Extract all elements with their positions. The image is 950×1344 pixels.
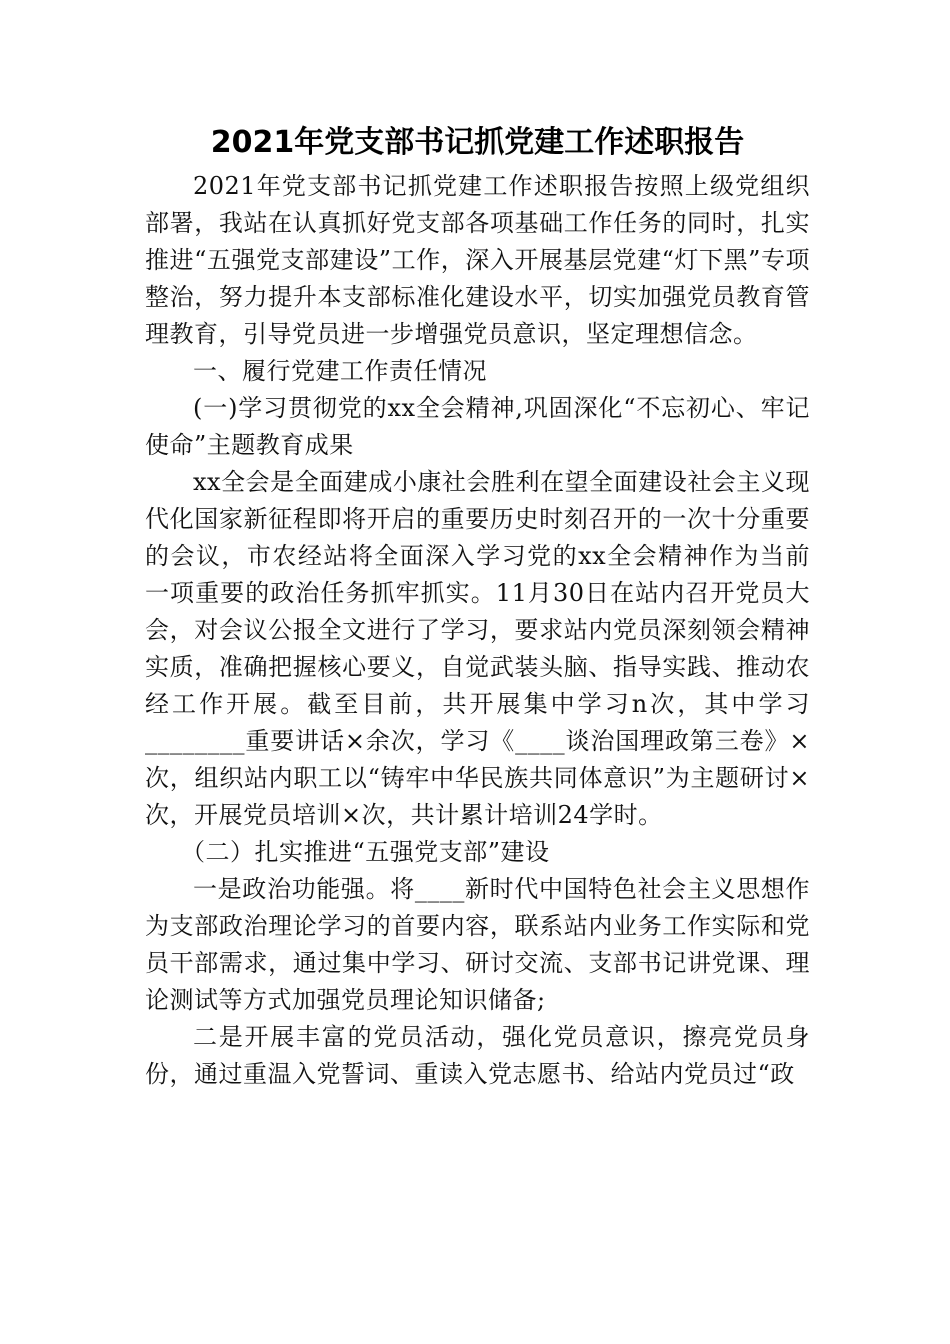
subsection-heading-2: （二）扎实推进“五强党支部”建设 (181, 838, 550, 866)
intro-paragraph: 2021年党支部书记抓党建工作述职报告按照上级党组织部署，我站在认真抓好党支部各项基础工作任务的同时，扎实推进“五强党支部建设”工作，深入开展基层党建“灯下黑”专项整治，努力提升本支部标准化建设水平，切实加强党员教育管理教育，引导党员进一步增强党员意识，坚定理想信念。 (145, 172, 810, 348)
document-title: 2021年党支部书记抓党建工作述职报告 (210, 125, 745, 160)
body-paragraph-2: 一是政治功能强。将____新时代中国特色社会主义思想作为支部政治理论学习的首要内容，联系站内业务工作实际和党员干部需求，通过集中学习、研讨交流、支部书记讲党课、理论测试等方式加强党员理论知识储备; (145, 875, 810, 1014)
body-paragraph-1: xx全会是全面建成小康社会胜利在望全面建设社会主义现代化国家新征程即将开启的重要历史时刻召开的一次十分重要的会议，市农经站将全面深入学习党的xx全会精神作为当前一项重要的政治任务抓牢抓实。11月30日在站内召开党员大会，对会议公报全文进行了学习，要求站内党员深刻领会精神实质，准确把握核心要义，自觉武装头脑、指导实践、推动农经工作开展。截至目前，共开展集中学习n次，其中学习________重要讲话×余次，学习《____谈治国理政第三卷》×次，组织站内职工以“铸牢中华民族共同体意识”为主题研讨×次，开展党员培训×次，共计累计培训24学时。 (145, 468, 810, 829)
section-heading-1: 一、履行党建工作责任情况 (193, 357, 487, 385)
body-paragraph-3: 二是开展丰富的党员活动，强化党员意识，擦亮党员身份，通过重温入党誓词、重读入党志愿书、给站内党员过“政 (145, 1023, 810, 1088)
subsection-heading-1: (一)学习贯彻党的xx全会精神,巩固深化“不忘初心、牢记使命”主题教育成果 (145, 394, 810, 459)
document-body (145, 118, 810, 1093)
